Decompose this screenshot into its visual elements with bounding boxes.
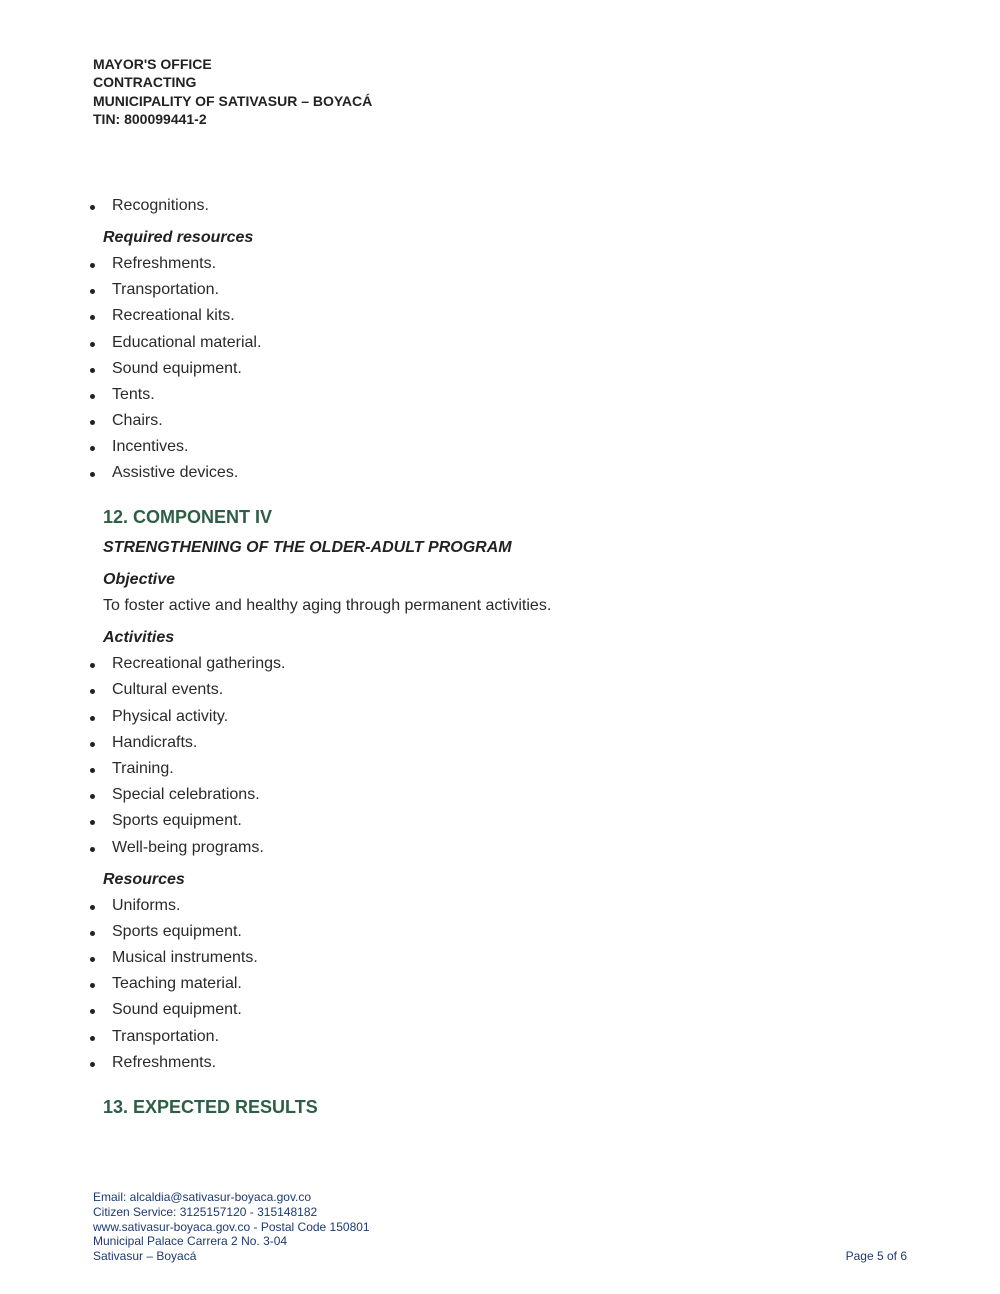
- list-item: Chairs.: [112, 412, 163, 429]
- list-item: Training.: [112, 760, 174, 777]
- list-item: Special celebrations.: [112, 786, 260, 803]
- section-title-component-iv: 12. COMPONENT IV: [103, 507, 273, 527]
- resources-heading: Resources: [103, 871, 185, 888]
- document-header: [93, 55, 372, 128]
- list-item: Handicrafts.: [112, 734, 198, 751]
- page-number: Page 5 of 6: [845, 1249, 907, 1263]
- list-item: Teaching material.: [112, 975, 242, 992]
- section-title-expected-results: 13. EXPECTED RESULTS: [103, 1097, 318, 1117]
- header-department: CONTRACTING: [93, 74, 197, 91]
- list-item: Educational material.: [112, 334, 262, 351]
- activities-heading: Activities: [103, 629, 175, 646]
- list-item: Sound equipment.: [112, 360, 242, 377]
- list-item: Tents.: [112, 386, 155, 403]
- list-item: Assistive devices.: [112, 464, 239, 481]
- list-item: Transportation.: [112, 281, 220, 298]
- header-tin: TIN: 800099441-2: [93, 110, 207, 127]
- objective-text: To foster active and healthy aging through permanent activities.: [103, 597, 552, 614]
- list-item: Recreational gatherings.: [112, 655, 286, 672]
- footer-address: Municipal Palace Carrera 2 No. 3-04: [93, 1234, 288, 1249]
- list-item: Transportation.: [112, 1028, 220, 1045]
- list-item: Refreshments.: [112, 1054, 217, 1071]
- footer-website: www.sativasur-boyaca.gov.co - Postal Code 150801: [93, 1219, 370, 1234]
- list-item: Musical instruments.: [112, 949, 258, 966]
- list-item: Refreshments.: [112, 255, 217, 272]
- list-item: Cultural events.: [112, 681, 224, 698]
- list-item: Incentives.: [112, 438, 189, 455]
- footer-city: Sativasur – Boyacá: [93, 1249, 197, 1264]
- footer-citizen-service: Citizen Service: 3125157120 - 315148182: [93, 1204, 318, 1219]
- list-item: Physical activity.: [112, 708, 229, 725]
- required-resources-heading: Required resources: [103, 229, 254, 246]
- component-iv-subtitle: STRENGTHENING OF THE OLDER-ADULT PROGRAM: [103, 539, 512, 556]
- list-item: Sports equipment.: [112, 923, 242, 940]
- header-office: MAYOR'S OFFICE: [93, 56, 212, 72]
- list-item: Uniforms.: [112, 897, 181, 914]
- footer-email: Email: alcaldia@sativasur-boyaca.gov.co: [93, 1190, 312, 1204]
- list-item: Sports equipment.: [112, 812, 242, 829]
- header-municipality: MUNICIPALITY OF SATIVASUR – BOYACÁ: [93, 92, 373, 109]
- list-item: Recreational kits.: [112, 307, 235, 324]
- list-item: Sound equipment.: [112, 1001, 242, 1018]
- objective-heading: Objective: [103, 571, 176, 588]
- document-footer: [93, 1190, 370, 1264]
- list-item: Well-being programs.: [112, 839, 264, 856]
- list-item: Recognitions.: [112, 197, 209, 214]
